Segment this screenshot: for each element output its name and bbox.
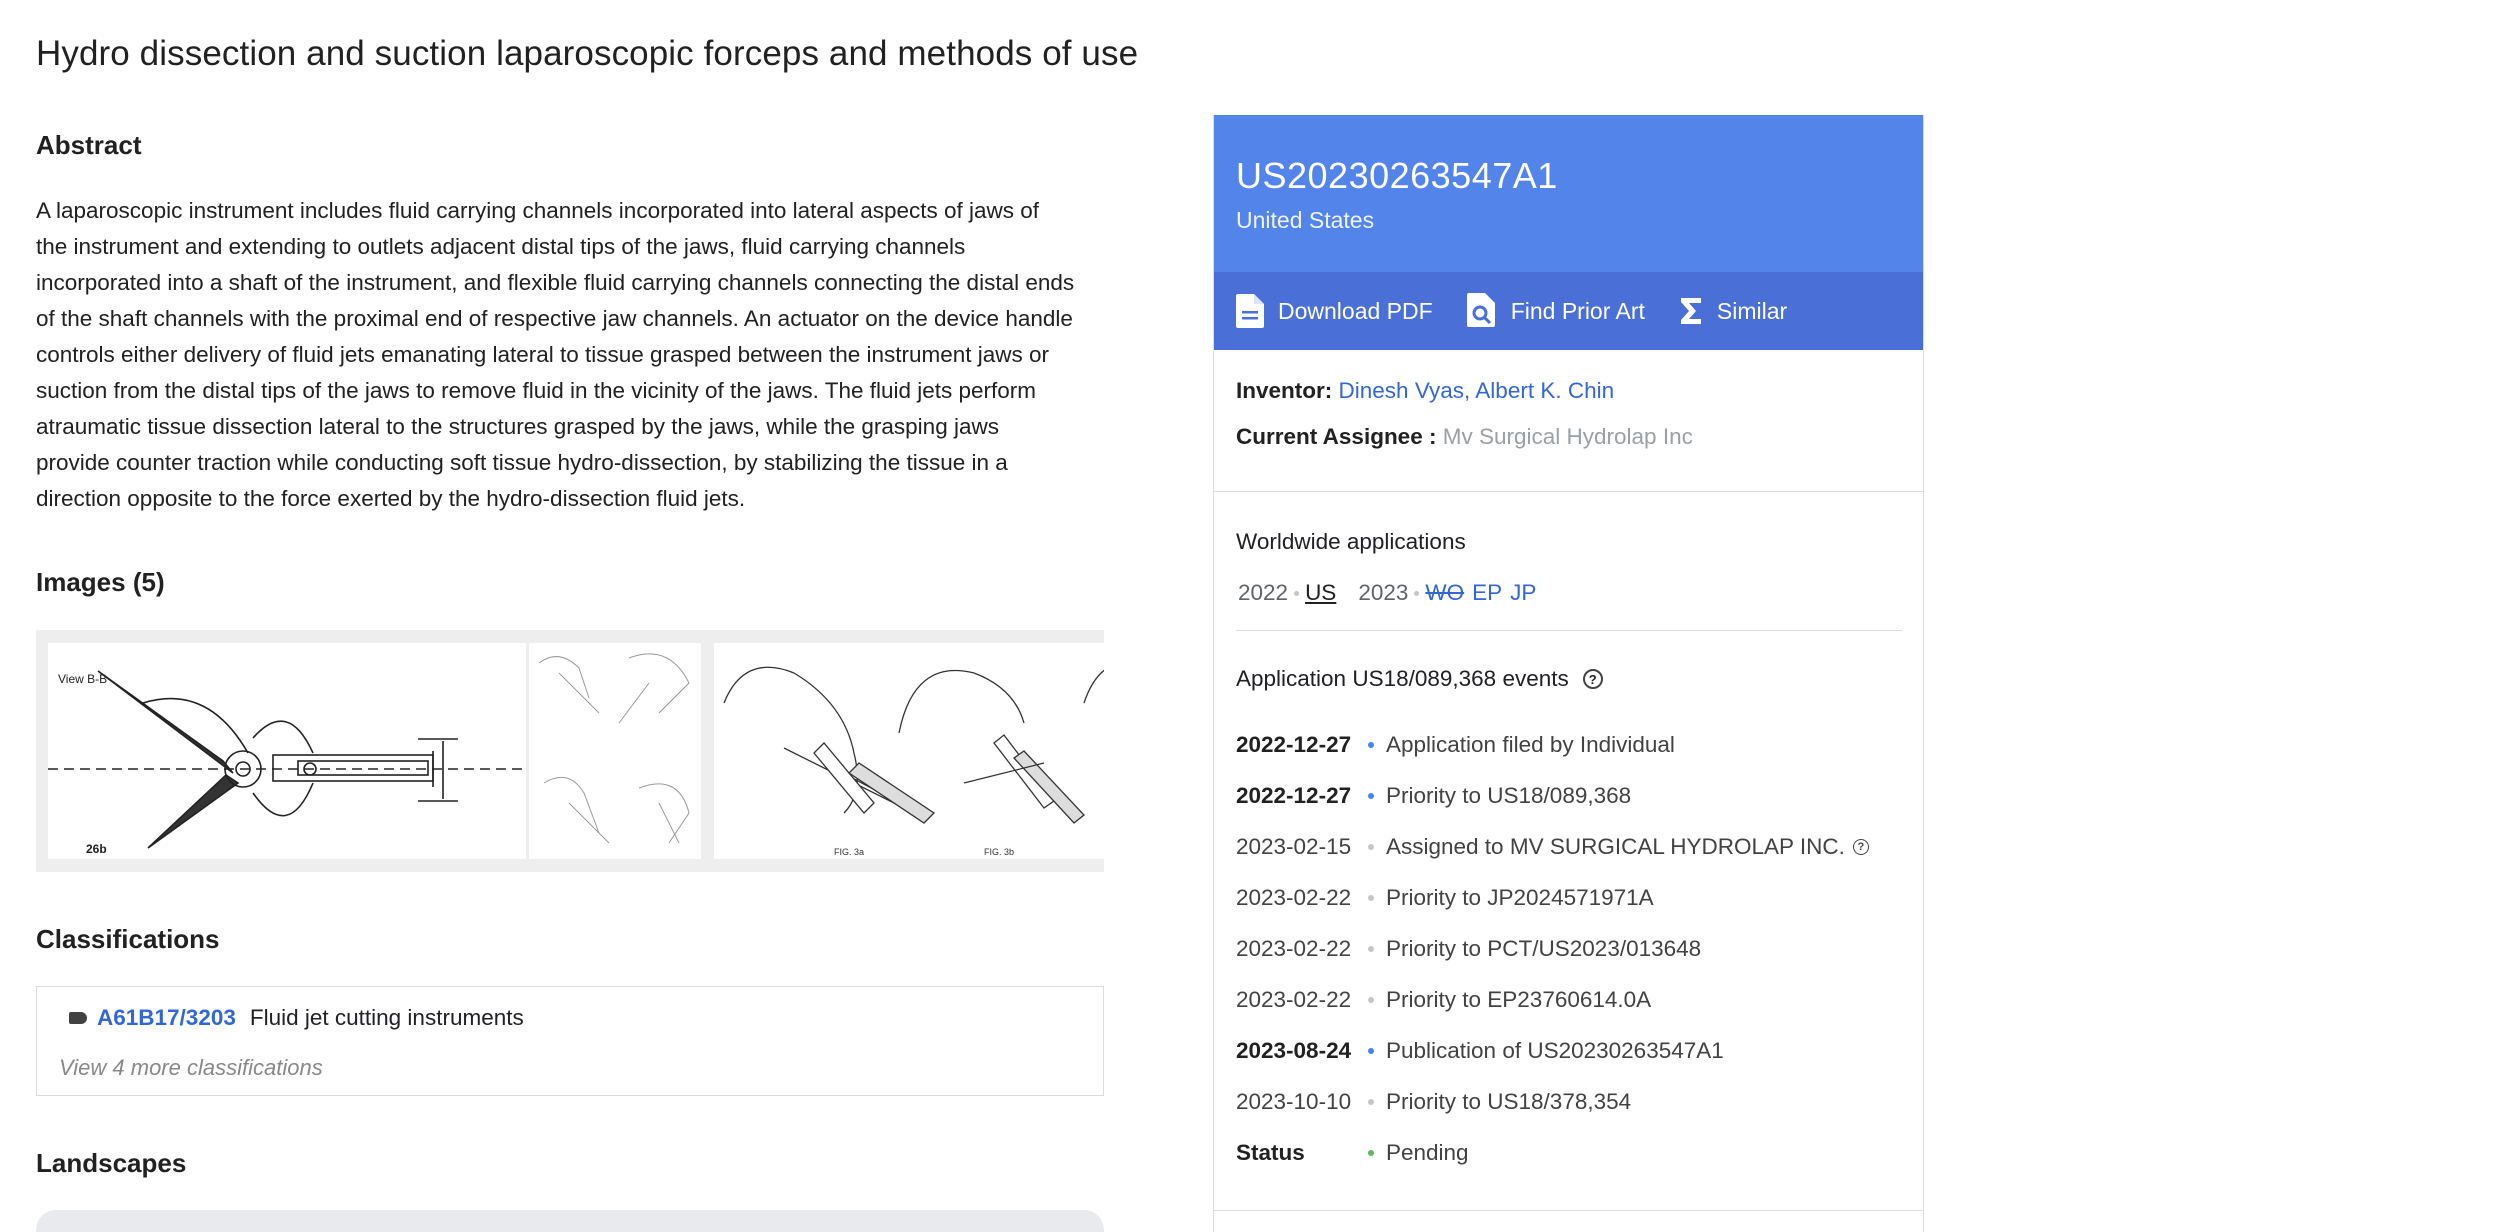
images-heading: Images (5) [36,567,165,597]
event-row [1236,1025,1916,1076]
event-date: 2023-08-24 [1236,1037,1352,1063]
event-row [1236,872,1916,923]
event-dot [1368,895,1374,901]
event-row [1236,770,1916,821]
classification-row [69,1005,524,1031]
events-heading: Application US18/089,368 events [1236,666,1569,691]
event-row [1236,923,1916,974]
event-row [1236,719,1916,770]
find-prior-art-label: Find Prior Art [1510,297,1645,324]
event-text: Assigned to MV SURGICAL HYDROLAP INC. [1386,833,1845,859]
event-dot [1368,844,1374,850]
landscapes-heading: Landscapes [36,1148,187,1178]
separator-dot [1414,591,1419,596]
forceps-drawing [48,643,526,859]
classification-description: Fluid jet cutting instruments [249,1005,524,1030]
event-dot [1368,1099,1374,1105]
event-dot [1368,793,1374,799]
divider [1236,630,1902,631]
view-label: View B-B [58,672,108,686]
event-date: 2023-10-10 [1236,1088,1352,1114]
view-more-classifications-link[interactable]: View 4 more classifications [59,1055,323,1080]
publication-number: US20230263547A1 [1236,155,1558,196]
thumb-1-label: 26b [86,842,107,856]
sigma-icon [1679,296,1703,326]
document-search-icon [1467,293,1497,329]
people-section [1214,350,1923,492]
worldwide-heading: Worldwide applications [1236,529,1466,554]
image-thumbnail-2[interactable] [529,643,701,859]
publication-country: United States [1236,207,1375,233]
country-us[interactable]: US [1305,580,1337,605]
event-row [1236,974,1916,1025]
abstract-heading: Abstract [36,130,142,160]
event-date: 2023-02-22 [1236,935,1352,961]
event-dot [1368,1048,1374,1054]
event-row [1236,1076,1916,1127]
status-value: Pending [1386,1139,1469,1165]
status-label: Status [1236,1139,1305,1165]
event-text: Priority to EP23760614.0A [1386,986,1652,1012]
download-pdf-label: Download PDF [1278,297,1433,324]
status-dot [1368,1150,1374,1156]
event-text: Publication of US20230263547A1 [1386,1037,1724,1063]
status-row [1236,1127,1916,1178]
separator-dot [1294,591,1299,596]
figures-drawing [529,643,701,859]
similar-button[interactable] [1679,296,1787,326]
classifications-box [36,986,1104,1096]
download-pdf-button[interactable] [1236,294,1433,328]
event-date: 2023-02-15 [1236,833,1352,859]
event-row [1236,821,1916,872]
year-2023: 2023 [1358,580,1409,605]
fig-3a-label: FIG. 3a [834,847,865,857]
country-jp-link[interactable]: JP [1510,580,1537,605]
worldwide-applications [1238,580,1544,606]
events-heading-row [1236,666,1603,692]
abstract-text: A laparoscopic instrument includes fluid carrying channels incorporated into lateral aspects of jaws of the instrument and extending to outlets adjacent distal tips of the jaws, fluid carrying channels incorporated into a shaft of the instrument, and flexible fluid carrying channels connecting the distal ends of the shaft channels with the proximal end of respective jaw channels. An actuator on the device handle controls either delivery of fluid jets emanating lateral to tissue grasped between the instrument jaws or suction from the distal tips of the jaws to remove fluid in the vicinity of the jaws. The fluid jets perform atraumatic tissue dissection lateral to the structures grasped by the jaws, while the grasping jaws provide counter traction while conducting soft tissue hydro-dissection, by stabilizing the tissue in a direction opposite to the force exerted by the hydro-dissection fluid jets. [36,198,1075,511]
inventor-link-2[interactable]: Albert K. Chin [1475,378,1615,403]
document-icon [1236,294,1264,328]
event-text: Priority to JP2024571971A [1386,884,1654,910]
country-wo-link[interactable]: WO [1425,580,1465,605]
assignee-value[interactable]: Mv Surgical Hydrolap Inc [1442,424,1693,449]
event-text: Priority to US18/089,368 [1386,782,1632,808]
publication-card [1213,115,1924,1232]
inventor-link-1[interactable]: Dinesh Vyas [1338,378,1465,403]
assignee-row [1236,424,1901,450]
inventor-row [1236,378,1901,404]
image-thumbnail-3[interactable] [714,643,1104,859]
event-text: Priority to PCT/US2023/013648 [1386,935,1702,961]
inventor-separator: , [1464,378,1471,403]
divider [1214,1210,1923,1211]
event-text-with-help [1386,834,1869,860]
events-list [1236,719,1916,1178]
card-header [1214,115,1923,272]
help-icon[interactable]: ? [1583,669,1603,689]
event-text: Priority to US18/378,354 [1386,1088,1632,1114]
card-actions [1214,272,1923,350]
tissue-drawing [714,643,1104,859]
image-thumbnail-1[interactable] [48,643,526,859]
assignee-label: Current Assignee : [1236,424,1437,449]
fig-3b-label: FIG. 3b [984,847,1015,857]
images-strip[interactable] [36,630,1104,872]
event-dot [1368,997,1374,1003]
help-icon[interactable]: ? [1853,839,1869,855]
classification-code-link[interactable]: A61B17/3203 [97,1005,236,1030]
page-title: Hydro dissection and suction laparoscopic forceps and methods of use [36,34,1139,73]
find-prior-art-button[interactable] [1467,293,1645,329]
event-date: 2023-02-22 [1236,884,1352,910]
event-dot [1368,946,1374,952]
landscapes-panel [36,1210,1104,1232]
country-ep-link[interactable]: EP [1472,580,1503,605]
event-date: 2022-12-27 [1236,731,1352,757]
inventor-label: Inventor: [1236,378,1333,403]
similar-label: Similar [1716,297,1788,324]
event-text: Application filed by Individual [1386,731,1675,757]
tag-icon [69,1012,87,1024]
event-date: 2023-02-22 [1236,986,1352,1012]
classifications-heading: Classifications [36,924,220,954]
year-2022: 2022 [1238,580,1289,605]
event-dot [1368,742,1374,748]
event-date: 2022-12-27 [1236,782,1352,808]
